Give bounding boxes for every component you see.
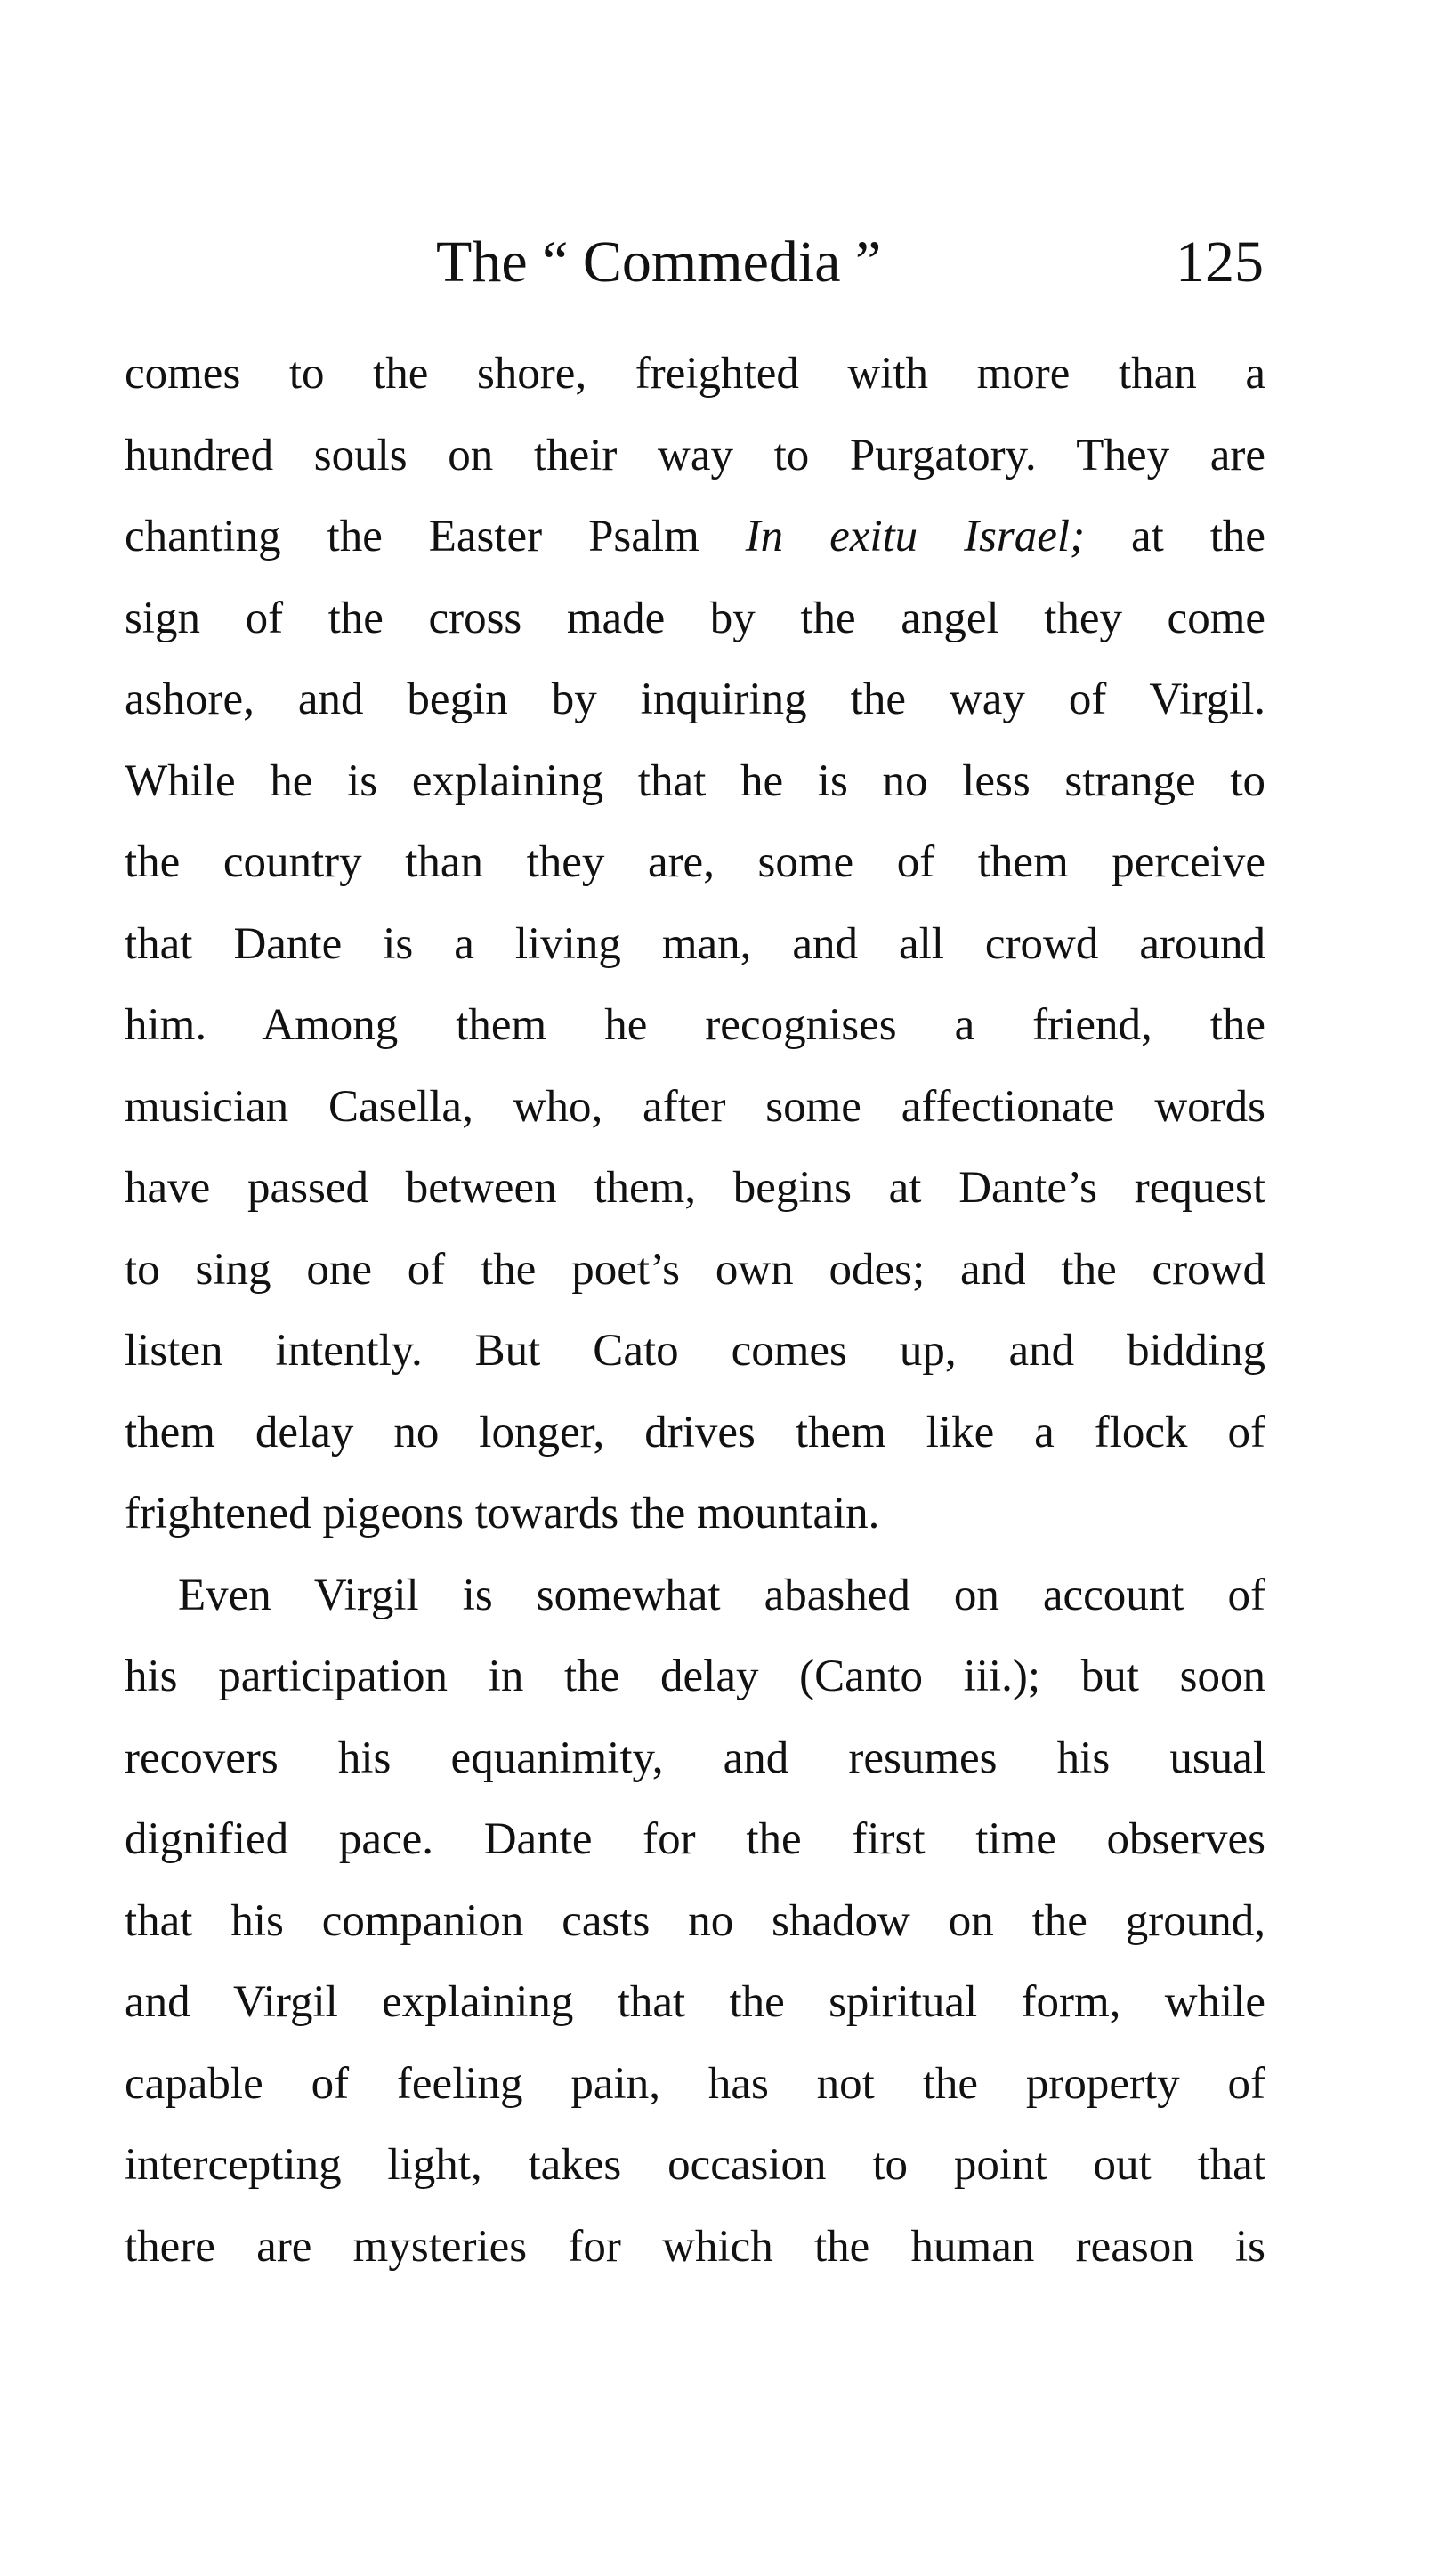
text-line: to sing one of the poet’s own odes; and the crowd bbox=[125, 1244, 1265, 1295]
text-line: musician Casella, who, after some affectionate words bbox=[125, 1081, 1265, 1132]
paragraph-start-line: Even Virgil is somewhat abashed on account of bbox=[178, 1570, 1265, 1620]
text-line: capable of feeling pain, has not the property of bbox=[125, 2058, 1265, 2109]
text-line: his participation in the delay (Canto iii.); but soon bbox=[125, 1651, 1265, 1701]
text-segment: chanting the Easter Psalm bbox=[125, 512, 746, 561]
text-line: the country than they are, some of them perceive bbox=[125, 837, 1265, 887]
text-line: there are mysteries for which the human reason is bbox=[125, 2221, 1265, 2272]
paragraph-end-line: frightened pigeons towards the mountain. bbox=[125, 1489, 880, 1538]
text-line: intercepting light, takes occasion to point out that bbox=[125, 2140, 1265, 2190]
text-line: recovers his equanimity, and resumes his usual bbox=[125, 1732, 1265, 1783]
text-line: ashore, and begin by inquiring the way of Virgil. bbox=[125, 674, 1265, 724]
italic-psalm-title: In exitu Israel; bbox=[745, 512, 1086, 561]
page-number: 125 bbox=[1176, 230, 1264, 295]
running-title: The “ Commedia ” bbox=[436, 230, 882, 295]
text-line: them delay no longer, drives them like a flock of bbox=[125, 1407, 1265, 1458]
running-header bbox=[125, 214, 1264, 311]
text-line: listen intently. But Cato comes up, and bidding bbox=[125, 1326, 1265, 1376]
text-line: and Virgil explaining that the spiritual form, while bbox=[125, 1977, 1265, 2027]
text-line bbox=[125, 497, 1265, 578]
text-segment: at the bbox=[1085, 512, 1265, 561]
text-line: comes to the shore, freighted with more than a bbox=[125, 349, 1265, 399]
text-line: that Dante is a living man, and all crowd around bbox=[125, 918, 1265, 969]
text-line: sign of the cross made by the angel they come bbox=[125, 593, 1265, 643]
text-line: that his companion casts no shadow on the ground, bbox=[125, 1895, 1265, 1946]
text-line: While he is explaining that he is no less strange to bbox=[125, 755, 1265, 806]
text-line: dignified pace. Dante for the first time observes bbox=[125, 1814, 1265, 1864]
text-line: hundred souls on their way to Purgatory. They are bbox=[125, 430, 1265, 480]
text-line: him. Among them he recognises a friend, the bbox=[125, 1000, 1265, 1050]
body-text bbox=[125, 334, 1265, 2288]
text-line: have passed between them, begins at Dante’s request bbox=[125, 1163, 1265, 1213]
